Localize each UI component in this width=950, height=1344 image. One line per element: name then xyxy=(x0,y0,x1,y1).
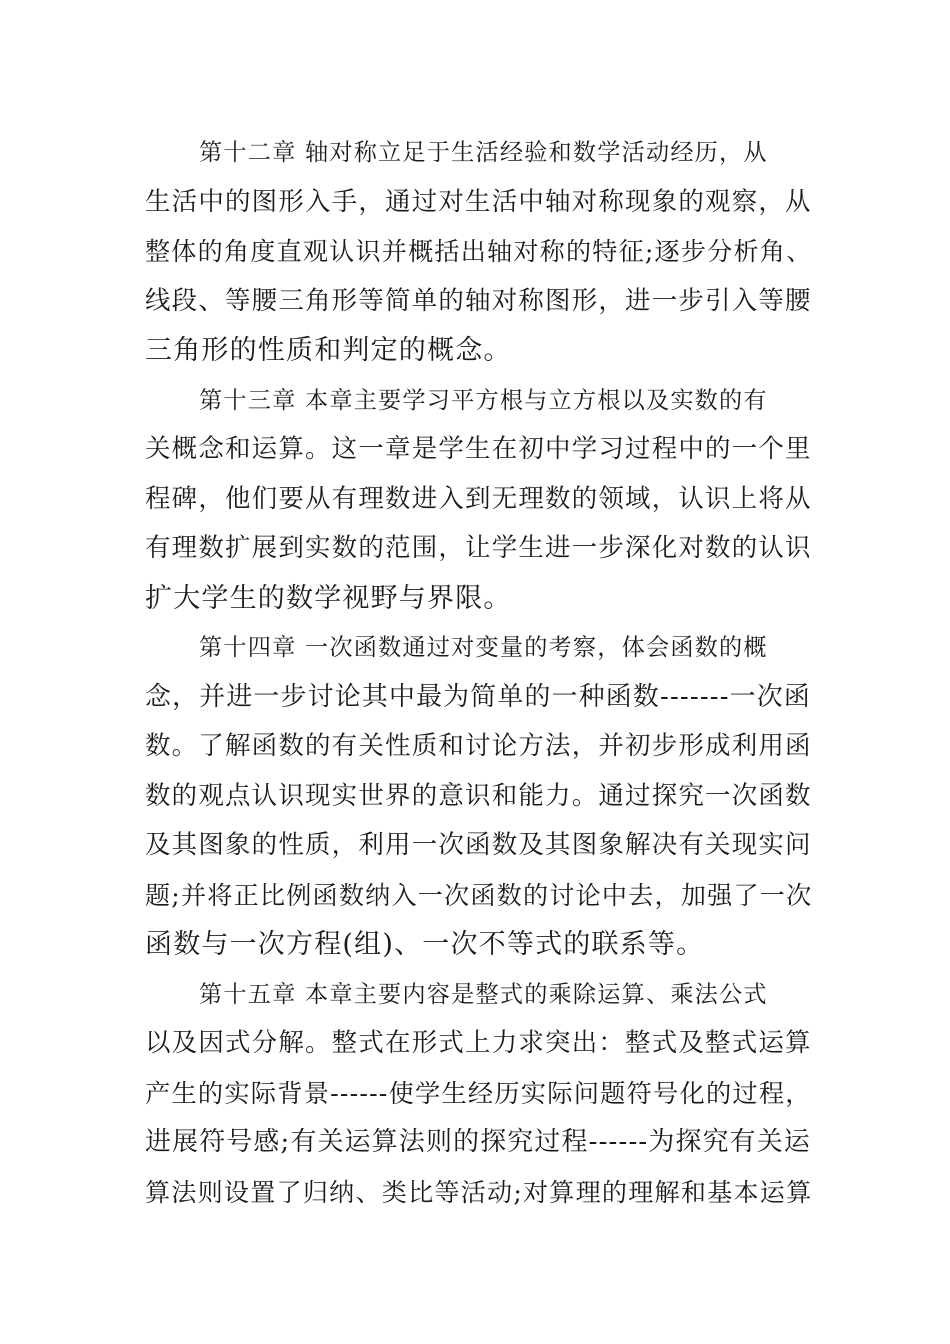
paragraph-chapter-15 xyxy=(145,970,813,1218)
paragraph-chapter-13 xyxy=(145,376,810,624)
text-line: 函数与一次方程(组)、一次不等式的联系等。 xyxy=(145,929,705,960)
text-line: 及其图象的性质，利用一次函数及其图象解决有关现实问 xyxy=(145,830,812,860)
text-line: 三角形的性质和判定的概念。 xyxy=(145,335,512,366)
text-line: 算法则设置了归纳、类比等活动;对算理的理解和基本运算 xyxy=(145,1177,813,1207)
text-line: 产生的实际背景------使学生经历实际问题符号化的过程， xyxy=(145,1078,812,1108)
text-line: 第十三章 本章主要学习平方根与立方根以及实数的有 xyxy=(199,386,768,414)
document-body xyxy=(145,128,813,1217)
text-line: 整体的角度直观认识并概括出轴对称的特征;逐步分析角、 xyxy=(145,237,813,266)
text-line: 数的观点认识现实世界的意识和能力。通过探究一次函数 xyxy=(145,780,812,811)
text-line: 进展符号感;有关运算法则的探究过程------为探究有关运 xyxy=(145,1127,811,1157)
text-line: 第十五章 本章主要内容是整式的乘除运算、乘法公式 xyxy=(199,980,768,1008)
text-line: 关概念和运算。这一章是学生在初中学习过程中的一个里 xyxy=(145,434,812,464)
text-line: 线段、等腰三角形等简单的轴对称图形，进一步引入等腰 xyxy=(145,285,812,316)
paragraph-chapter-12 xyxy=(145,128,813,376)
text-line: 有理数扩展到实数的范围，让学生进一步深化对数的认识 xyxy=(145,533,812,563)
text-line: 程碑，他们要从有理数进入到无理数的领域，认识上将从 xyxy=(145,483,812,514)
paragraph-chapter-14 xyxy=(145,623,813,970)
text-line: 题;并将正比例函数纳入一次函数的讨论中去，加强了一次 xyxy=(145,880,813,910)
text-line: 以及因式分解。整式在形式上力求突出：整式及整式运算 xyxy=(145,1028,812,1058)
text-line: 数。了解函数的有关性质和讨论方法，并初步形成利用函 xyxy=(145,731,812,761)
text-line: 第十二章 轴对称立足于生活经验和数学活动经历，从 xyxy=(199,139,768,166)
text-line: 扩大学生的数学视野与界限。 xyxy=(145,582,512,614)
text-line: 念，并进一步讨论其中最为简单的一种函数-------一次函 xyxy=(145,681,812,712)
text-line: 生活中的图形入手，通过对生活中轴对称现象的观察，从 xyxy=(145,186,812,217)
text-line: 第十四章 一次函数通过对变量的考察，体会函数的概 xyxy=(199,634,768,661)
